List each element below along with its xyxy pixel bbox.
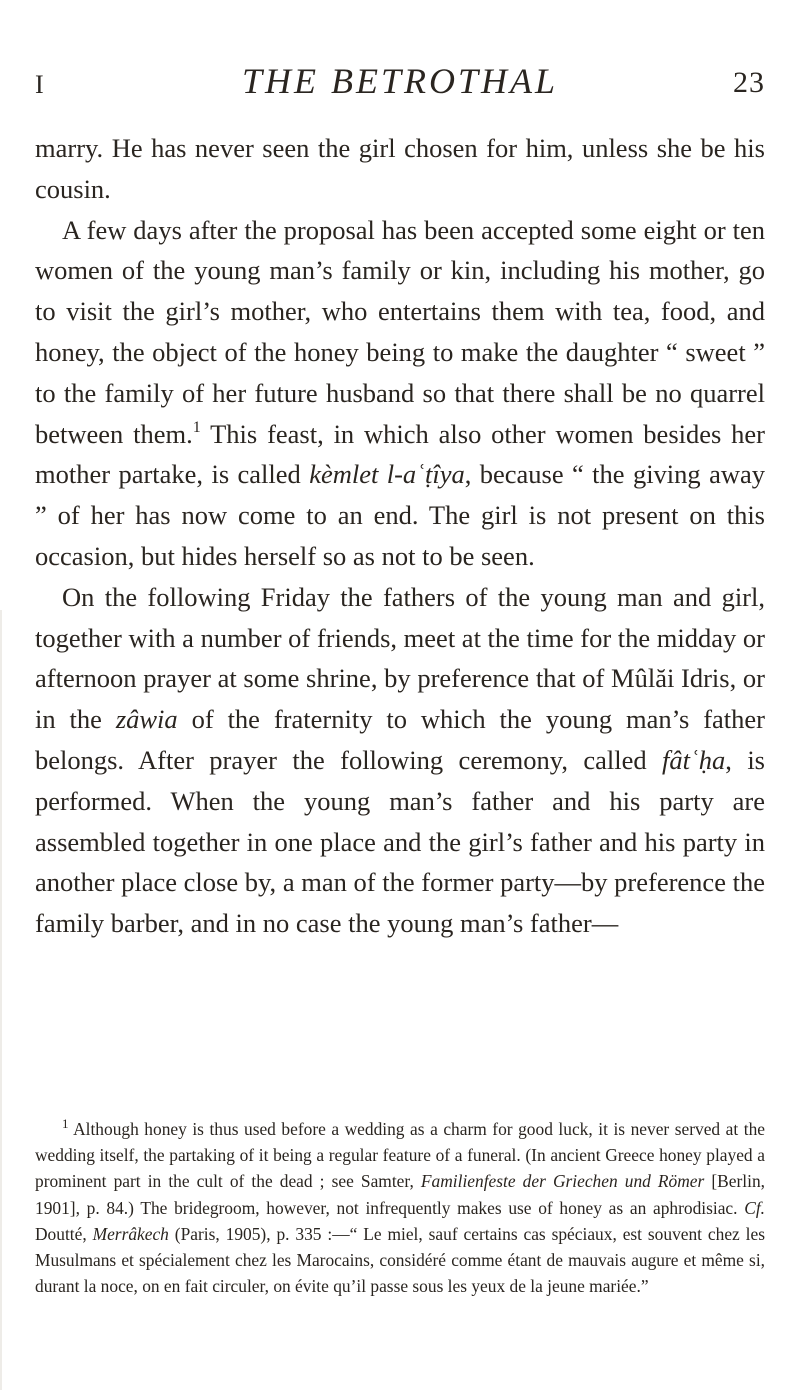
paragraph-1: marry. He has never seen the girl chosen for him, unless she be his cousin.: [35, 133, 765, 204]
running-header: [35, 60, 765, 110]
footnote-cf: Cf.: [744, 1197, 765, 1218]
running-title: THE BETROTHAL: [241, 61, 559, 101]
chapter-number: I: [35, 70, 45, 99]
footnote-title-samter: Familienfeste der Griechen und Römer: [420, 1171, 705, 1192]
footnote-reference: 1: [192, 418, 201, 436]
footnote-text-3: Doutté,: [35, 1223, 93, 1244]
footnote-mark: 1: [62, 1116, 69, 1131]
page-number: 23: [733, 66, 765, 99]
footnote-1: [35, 1116, 765, 1299]
paragraph-2: [35, 210, 765, 577]
paragraph-2-text-b: This feast, in which also other women besides her mother partake, is called: [35, 418, 765, 490]
paragraph-3-text-b: of the fraternity to which the young man’s father belongs. After prayer the following ceremony, called: [35, 704, 765, 775]
page-edge-shadow: [0, 610, 2, 1390]
paragraph-3-text-a: On the following Friday the fathers of the young man and girl, together with a number of friends, meet at the time for the midday or afternoon prayer at some shrine, by preference that of Mûlăi Idris, or in the: [35, 581, 765, 735]
term-fatha: fâtʿḥa: [661, 744, 726, 775]
term-kemlet-l-atiya: kèmlet l-aʿṭîya: [309, 459, 465, 490]
paragraph-2-text-a: A few days after the proposal has been accepted some eight or ten women of the young man’s family or kin, including his mother, go to visit the girl’s mother, who entertains them with tea, food, and honey, the object of the honey being to make the daughter “ sweet ” to the family of her future husband so that there shall be no quarrel between them.: [35, 214, 765, 449]
paragraph-2-text-c: , because “ the giving away ” of her has now come to an end. The girl is not present on this occasion, but hides herself so as not to be seen.: [35, 459, 765, 571]
footnote-title-doutte: Merrâkech: [92, 1223, 169, 1244]
main-text: [35, 128, 765, 944]
footnote-text-1: Although honey is thus used before a wedding as a charm for good luck, it is never served at the wedding itself, the partaking of it being a regular feature of a funeral. (In ancient Greece honey played a prominent part in the cult of the dead ; see Samter,: [35, 1119, 765, 1192]
footnote-text-2: [Berlin, 1901], p. 84.) The bridegroom, however, not infrequently makes use of honey as an aphrodisiac.: [35, 1171, 765, 1218]
term-zawia: zâwia: [115, 704, 178, 735]
paragraph-3: [35, 577, 765, 944]
paragraph-3-text-c: , is performed. When the young man’s father and his party are assembled together in one place and the girl’s father and his party in another place close by, a man of the former party—by preference the family barber, and in no case the young man’s father—: [35, 744, 765, 939]
footnote-text-4: (Paris, 1905), p. 335 :—“ Le miel, sauf certains cas spéciaux, est souvent chez les Musulmans et spécialement chez les Marocains, considéré comme étant de mauvais augure et même si, durant la noce, on en fait circuler, on évite qu’il passe sous les yeux de la jeune mariée.”: [35, 1223, 765, 1297]
footnotes: [35, 1116, 765, 1299]
